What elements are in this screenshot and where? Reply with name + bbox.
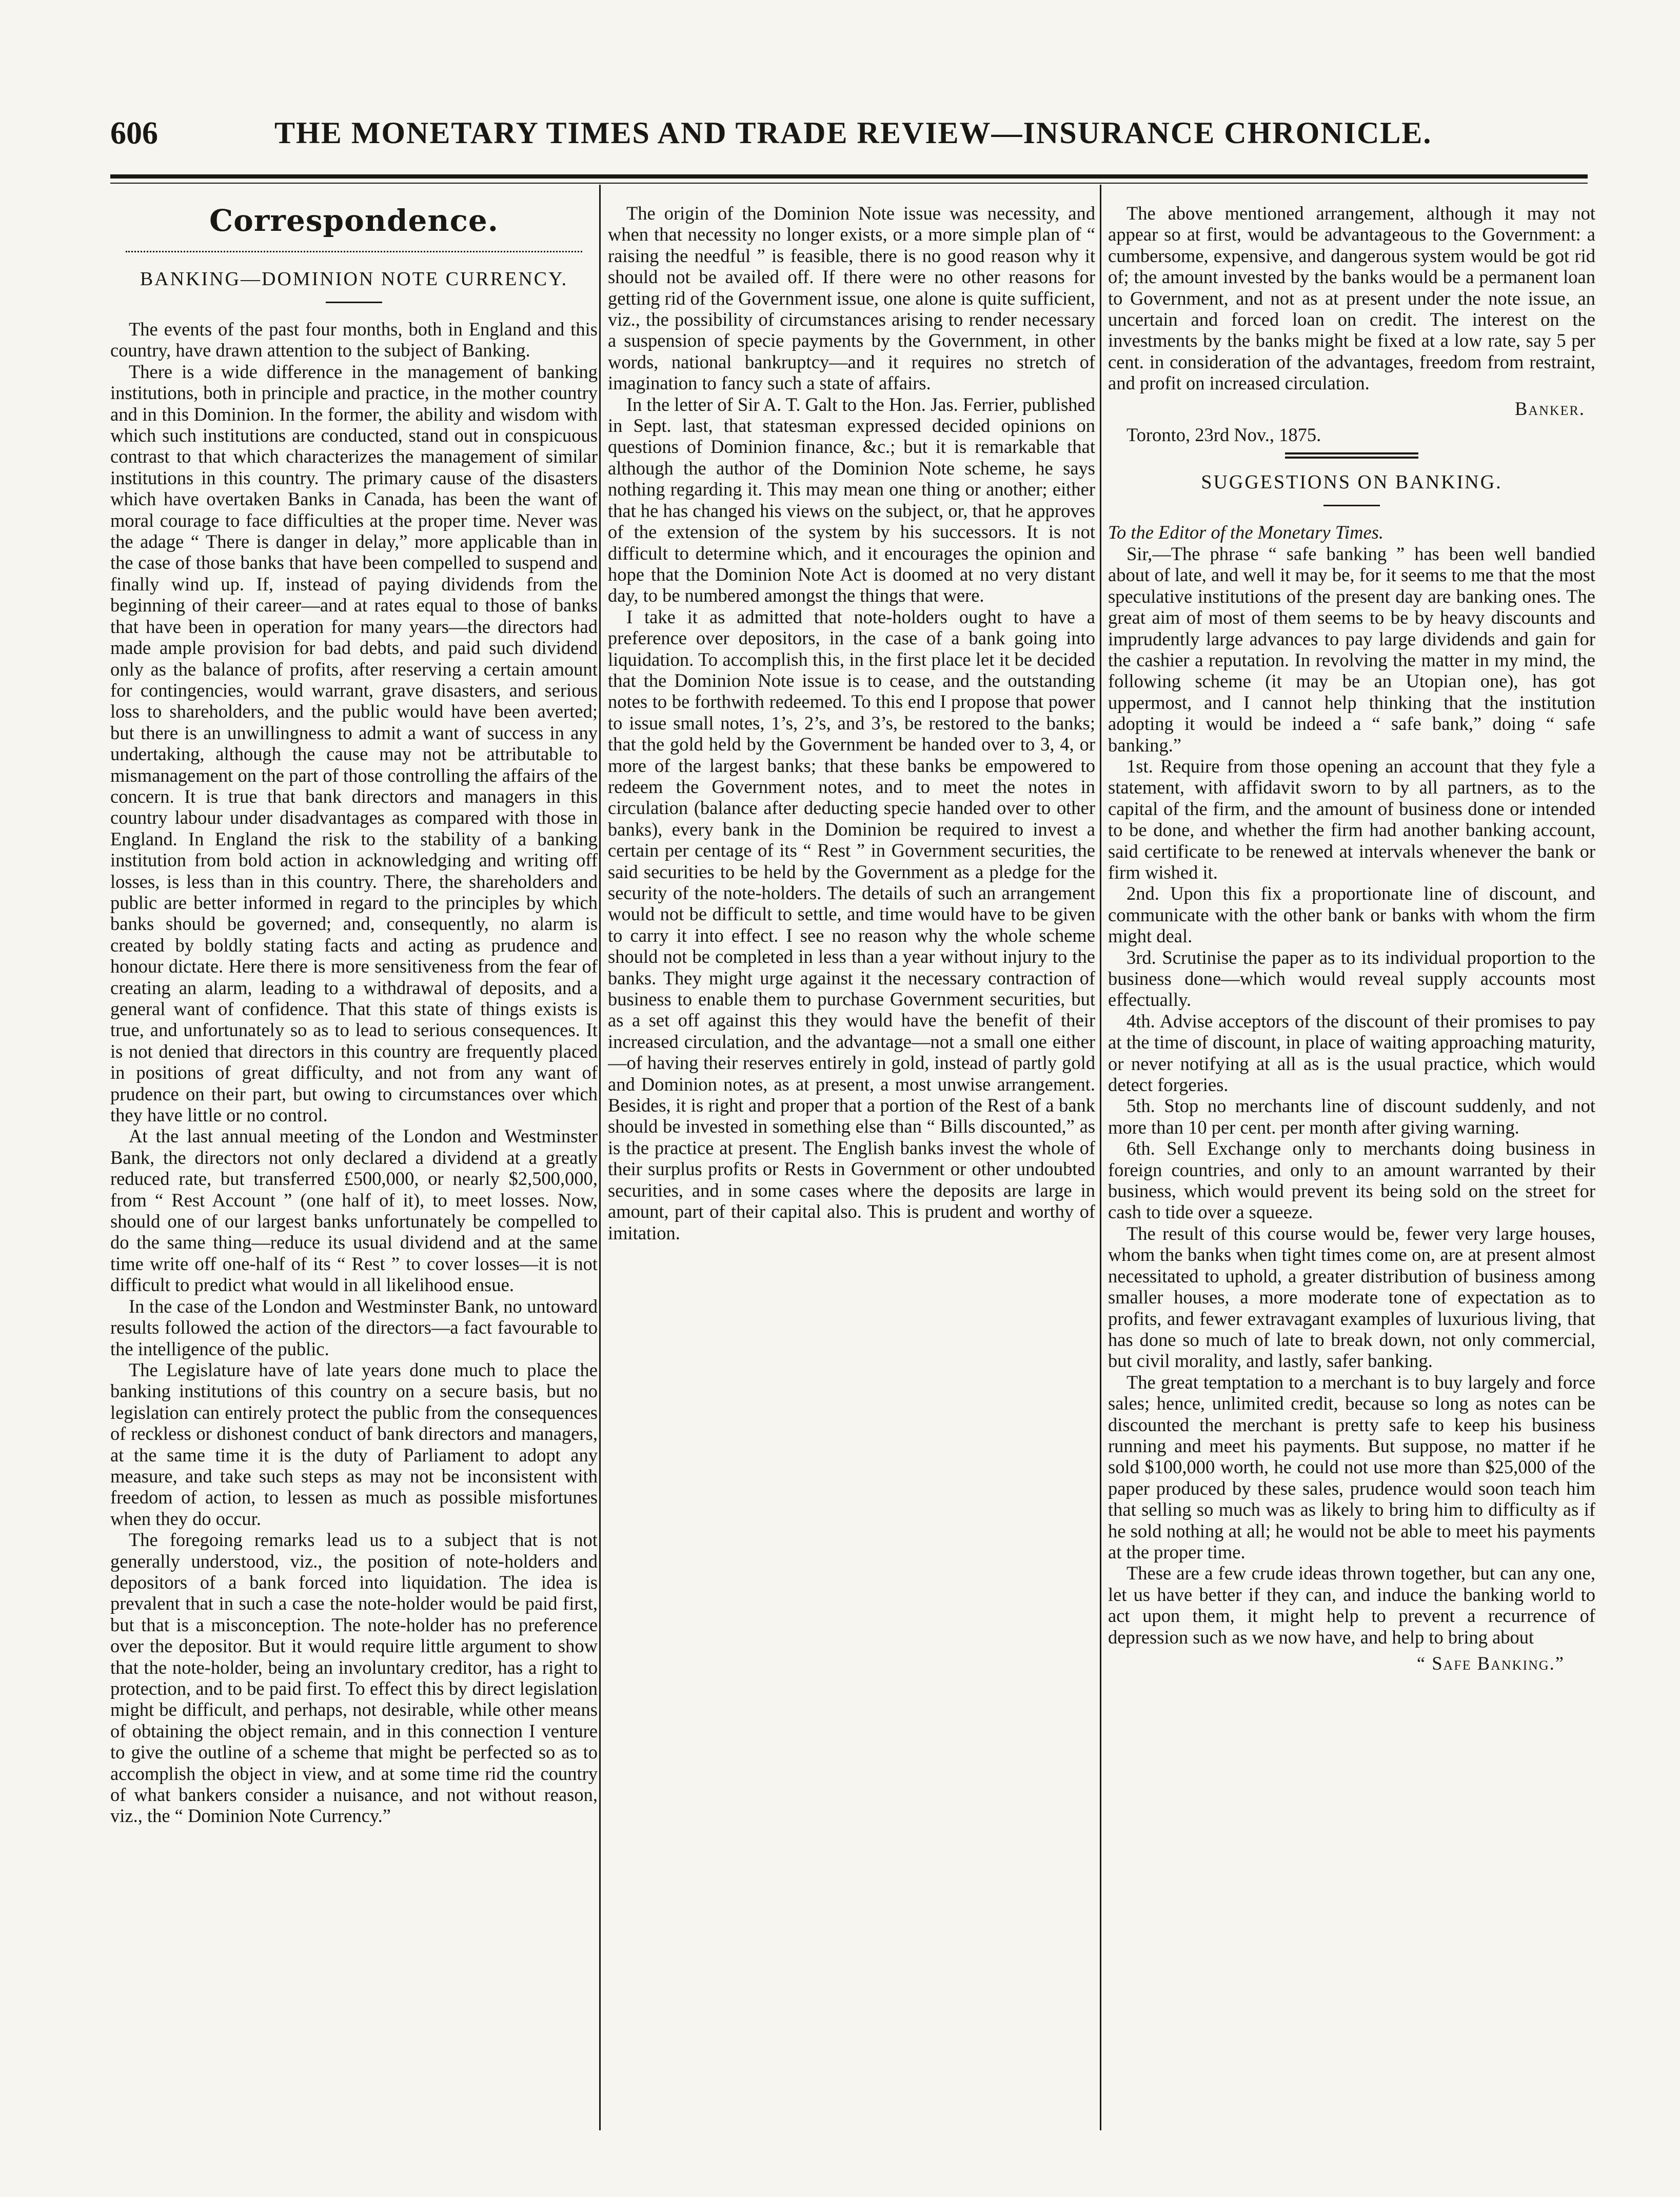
page-number: 606 bbox=[110, 116, 158, 151]
paragraph: 6th. Sell Exchange only to merchants doing business in foreign countries, and only to an amount warranted by their business, which would prevent its being sold on the street for cash to tide over a squeeze. bbox=[1108, 1138, 1595, 1223]
paragraph: These are a few crude ideas thrown together, but can any one, let us have better if they can, and induce the banking world to act upon them, it might help to prevent a recurrence of depression such as we now have, and help to bring about bbox=[1108, 1562, 1595, 1648]
article-heading: BANKING—DOMINION NOTE CURRENCY. bbox=[140, 268, 568, 290]
column-divider bbox=[599, 185, 601, 2130]
paragraph: The events of the past four months, both in England and this country, have drawn attention to the subject of Banking. bbox=[110, 319, 598, 361]
paragraph: At the last annual meeting of the London and Westminster Bank, the directors not only declared a dividend at a greatly reduced rate, but transferred £500,000, or nearly $2,500,000, from “ Rest Account ” (one half of it), to meet losses. Now, should one of our largest banks unfortunately be compelled to do the same thing—reduce its usual dividend and at the same time write off one-half of its “ Rest ” to cover losses—it is not difficult to predict what would in all likelihood ensue. bbox=[110, 1125, 598, 1296]
paragraph: In the letter of Sir A. T. Galt to the Hon. Jas. Ferrier, published in Sept. last, that statesman expressed decided opinions on questions of Dominion finance, &c.; but it is remarkable that although the author of the Dominion Note scheme, he says nothing regarding it. This may mean one thing or another; either that he has changed his views on the subject, or, that he approves of the extension of the system by his successors. It is not difficult to determine which, and it encourages the opinion and hope that the Dominion Note Act is doomed at no very distant day, to be numbered amongst the things that were. bbox=[608, 393, 1095, 606]
paragraph: 5th. Stop no merchants line of discount suddenly, and not more than 10 per cent. per month after giving warning. bbox=[1108, 1095, 1595, 1138]
column-divider bbox=[1100, 185, 1101, 2130]
page-header bbox=[110, 110, 1583, 167]
paragraph: The origin of the Dominion Note issue was necessity, and when that necessity no longer exists, or a more simple plan of “ raising the needful ” is feasible, there is no good reason why it should not be availed off. If there were no other reasons for getting rid of the Government issue, one alone is quite sufficient, viz., the possibility of circumstances arising to render necessary a suspension of specie payments by the Government, in other words, national bankruptcy—and it requires no stretch of imagination to fancy such a state of affairs. bbox=[608, 203, 1095, 394]
paragraph: The foregoing remarks lead us to a subject that is not generally understood, viz., the position of note-holders and depositors of a bank forced into liquidation. The idea is prevalent that in such a case the note-holder would be paid first, but that is a misconception. The note-holder has no preference over the depositor. But it would require little argument to show that the note-holder, being an involuntary creditor, has a right to protection, and to be paid first. To effect this by direct legislation might be difficult, and perhaps, not desirable, while other means of obtaining the object remain, and in this connection I venture to give the outline of a scheme that might be perfected so as to accomplish the object in view, and at some time rid the country of what bankers consider a nuisance, and not without reason, viz., the “ Dominion Note Currency.” bbox=[110, 1529, 598, 1827]
paragraph: There is a wide difference in the management of banking institutions, both in principle and practice, in the mother country and in this Dominion. In the former, the ability and wisdom with which such institutions are conducted, stand out in conspicuous contrast to that which characterizes the management of similar institutions in this country. The primary cause of the disasters which have overtaken Banks in Canada, has been the want of moral courage to face difficulties at the proper time. Never was the adage “ There is danger in delay,” more applicable than in the case of those banks that have been compelled to suspend and finally wind up. If, instead of paying dividends from the beginning of their career—and at rates equal to those of banks that have been in operation for many years—the directors had made ample provision for bad debts, and paid such dividend only as the balance of profits, after reserving a certain amount for contingencies, would warrant, grave disasters, and serious loss to shareholders, and the public would have been averted; but there is an unwillingness to admit a want of success in any undertaking, although the cause may not be attributable to mismanagement on the part of those controlling the affairs of the concern. It is true that bank directors and managers in this country labour under disadvantages as compared with those in England. In England the risk to the stability of a banking institution from bold action in acknowledging and writing off losses, is less than in this country. There, the shareholders and public are better informed in regard to the principles by which banks should be governed; and, consequently, no alarm is created by boldly stating facts and acting as prudence and honour dictate. Here there is more sensitiveness from the fear of creating an alarm, leading to a withdrawal of deposits, and a general want of confidence. That this state of things exists is true, and unfortunately so as to lead to serious consequences. It is not denied that directors in this country are frequently placed in positions of great difficulty, and not from any want of prudence on their part, but owing to circumstances over which they have little or no control. bbox=[110, 361, 598, 1126]
paragraph: The result of this course would be, fewer very large houses, whom the banks when tight times come on, are at present almost necessitated to uphold, a greater distribution of business among smaller houses, a more moderate tone of expectation as to profits, and fewer extravagant examples of luxurious living, that has done so much of late to break down, not only commercial, but civil morality, and lastly, safer banking. bbox=[1108, 1222, 1595, 1372]
header-rule-thin bbox=[110, 183, 1588, 184]
paragraph: The above mentioned arrangement, although it may not appear so at first, would be advantageous to the Government: a cumbersome, expensive, and dangerous system would be got rid of; the amount invested by the banks would be a permanent loan to Government, and not as at present under the note issue, an uncertain and forced loan on credit. The interest on the investments by the banks might be fixed at a low rate, say 5 per cent. in consideration of the advantages, freedom from restraint, and profit on increased circulation. bbox=[1108, 203, 1595, 394]
column-3 bbox=[1108, 203, 1595, 2120]
paragraph: The great temptation to a merchant is to buy largely and force sales; hence, unlimited credit, because so long as notes can be discounted the merchant is pretty safe to keep his business running and meet his payments. But suppose, no matter if he sold $100,000 worth, he could not use more than $25,000 of the paper produced by these sales, prudence would soon teach him that selling so much was as likely to bring him to difficulty as if he sold nothing at all; he would not be able to meet his payments at the proper time. bbox=[1108, 1371, 1595, 1562]
paragraph: The Legislature have of late years done much to place the banking institutions of this country on a secure basis, but no legislation can entirely protect the public from the consequences of reckless or dishonest conduct of bank directors and managers, at the same time it is the duty of Parliament to adopt any measure, and take such steps as may not be inconsistent with freedom of action, to lessen as much as possible misfortunes when they do occur. bbox=[110, 1359, 598, 1529]
paragraph: In the case of the London and Westminster Bank, no untoward results followed the action of the directors—a fact favourable to the intelligence of the public. bbox=[110, 1295, 598, 1359]
running-title: THE MONETARY TIMES AND TRADE REVIEW—INSURANCE CHRONICLE. bbox=[274, 116, 1432, 150]
paragraph: 2nd. Upon this fix a proportionate line of discount, and communicate with the other bank or banks with whom the firm might deal. bbox=[1108, 883, 1595, 947]
dateline: Toronto, 23rd Nov., 1875. bbox=[1126, 424, 1321, 446]
ornament-rule bbox=[126, 244, 582, 252]
paragraph: 3rd. Scrutinise the paper as to its individual proportion to the business done—which would reveal supply accounts most effectually. bbox=[1108, 946, 1595, 1011]
column-2 bbox=[608, 203, 1095, 2120]
header-rule bbox=[110, 174, 1588, 179]
paragraph: Sir,—The phrase “ safe banking ” has been well bandied about of late, and well it may be, for it seems to me that the most speculative institutions of the present day are banking ones. The great aim of most of them seems to be by heavy discounts and imprudently large advances to pay large dividends and gain for the cashier a reputation. In revolving the matter in my mind, the following scheme (it may be an Utopian one), has got uppermost, and I cannot help thinking that the institution adopting it would be indeed a “ safe bank,” doing “ safe banking.” bbox=[1108, 543, 1595, 756]
salutation: To the Editor of the Monetary Times. bbox=[1108, 522, 1384, 543]
article-heading: SUGGESTIONS ON BANKING. bbox=[1201, 471, 1503, 493]
signature: Banker. bbox=[1514, 398, 1585, 419]
section-title: Correspondence. bbox=[209, 203, 499, 238]
paragraph: I take it as admitted that note-holders ought to have a preference over depositors, in the case of a bank going into liquidation. To accomplish this, in the first place let it be decided that the Dominion Note issue is to cease, and the outstanding notes to be forthwith redeemed. To this end I propose that power to issue small notes, 1’s, 2’s, and 3’s, be restored to the banks; that the gold held by the Government be handed over to 3, 4, or more of the largest banks; that these banks be empowered to redeem the Government notes, and to meet the notes in circulation (balance after deducting specie handed over to other banks), every bank in the Dominion be required to invest a certain per centage of its “ Rest ” in Government securities, the said securities to be held by the Government as a pledge for the security of the note-holders. The details of such an arrangement would not be difficult to settle, and time would have to be given to carry it into effect. I see no reason why the whole scheme should not be completed in less than a year without injury to the banks. They might urge against it the necessary contraction of business to enable them to purchase Government securities, but as a set off against this they would have the benefit of their increased circulation, and the advantage—not a small one either—of having their reserves entirely in gold, instead of partly gold and Dominion notes, as at present, a most unwise arrangement. Besides, it is right and proper that a portion of the Rest of a bank should be invested in something else than “ Bills discounted,” as is the practice at present. The English banks invest the whole of their surplus profits or Rests in Government or other undoubted securities, and in some cases where the deposits are large in amount, part of their capital also. This is prudent and worthy of imitation. bbox=[608, 606, 1095, 1243]
paragraph: 1st. Require from those opening an account that they fyle a statement, with affidavit sworn to by all partners, as to the capital of the firm, and the amount of business done or intended to be done, and whether the firm had another banking account, said certificate to be renewed at intervals whenever the bank or firm wished it. bbox=[1108, 755, 1595, 883]
divider bbox=[1323, 505, 1380, 506]
divider bbox=[1285, 452, 1418, 459]
column-1 bbox=[110, 203, 598, 2120]
signature: “ Safe Banking.” bbox=[1416, 1653, 1565, 1674]
paragraph: 4th. Advise acceptors of the discount of their promises to pay at the time of discount, in place of waiting approaching maturity, or never notifying at all as is the usual practice, which would detect forgeries. bbox=[1108, 1010, 1595, 1096]
divider bbox=[326, 302, 382, 303]
